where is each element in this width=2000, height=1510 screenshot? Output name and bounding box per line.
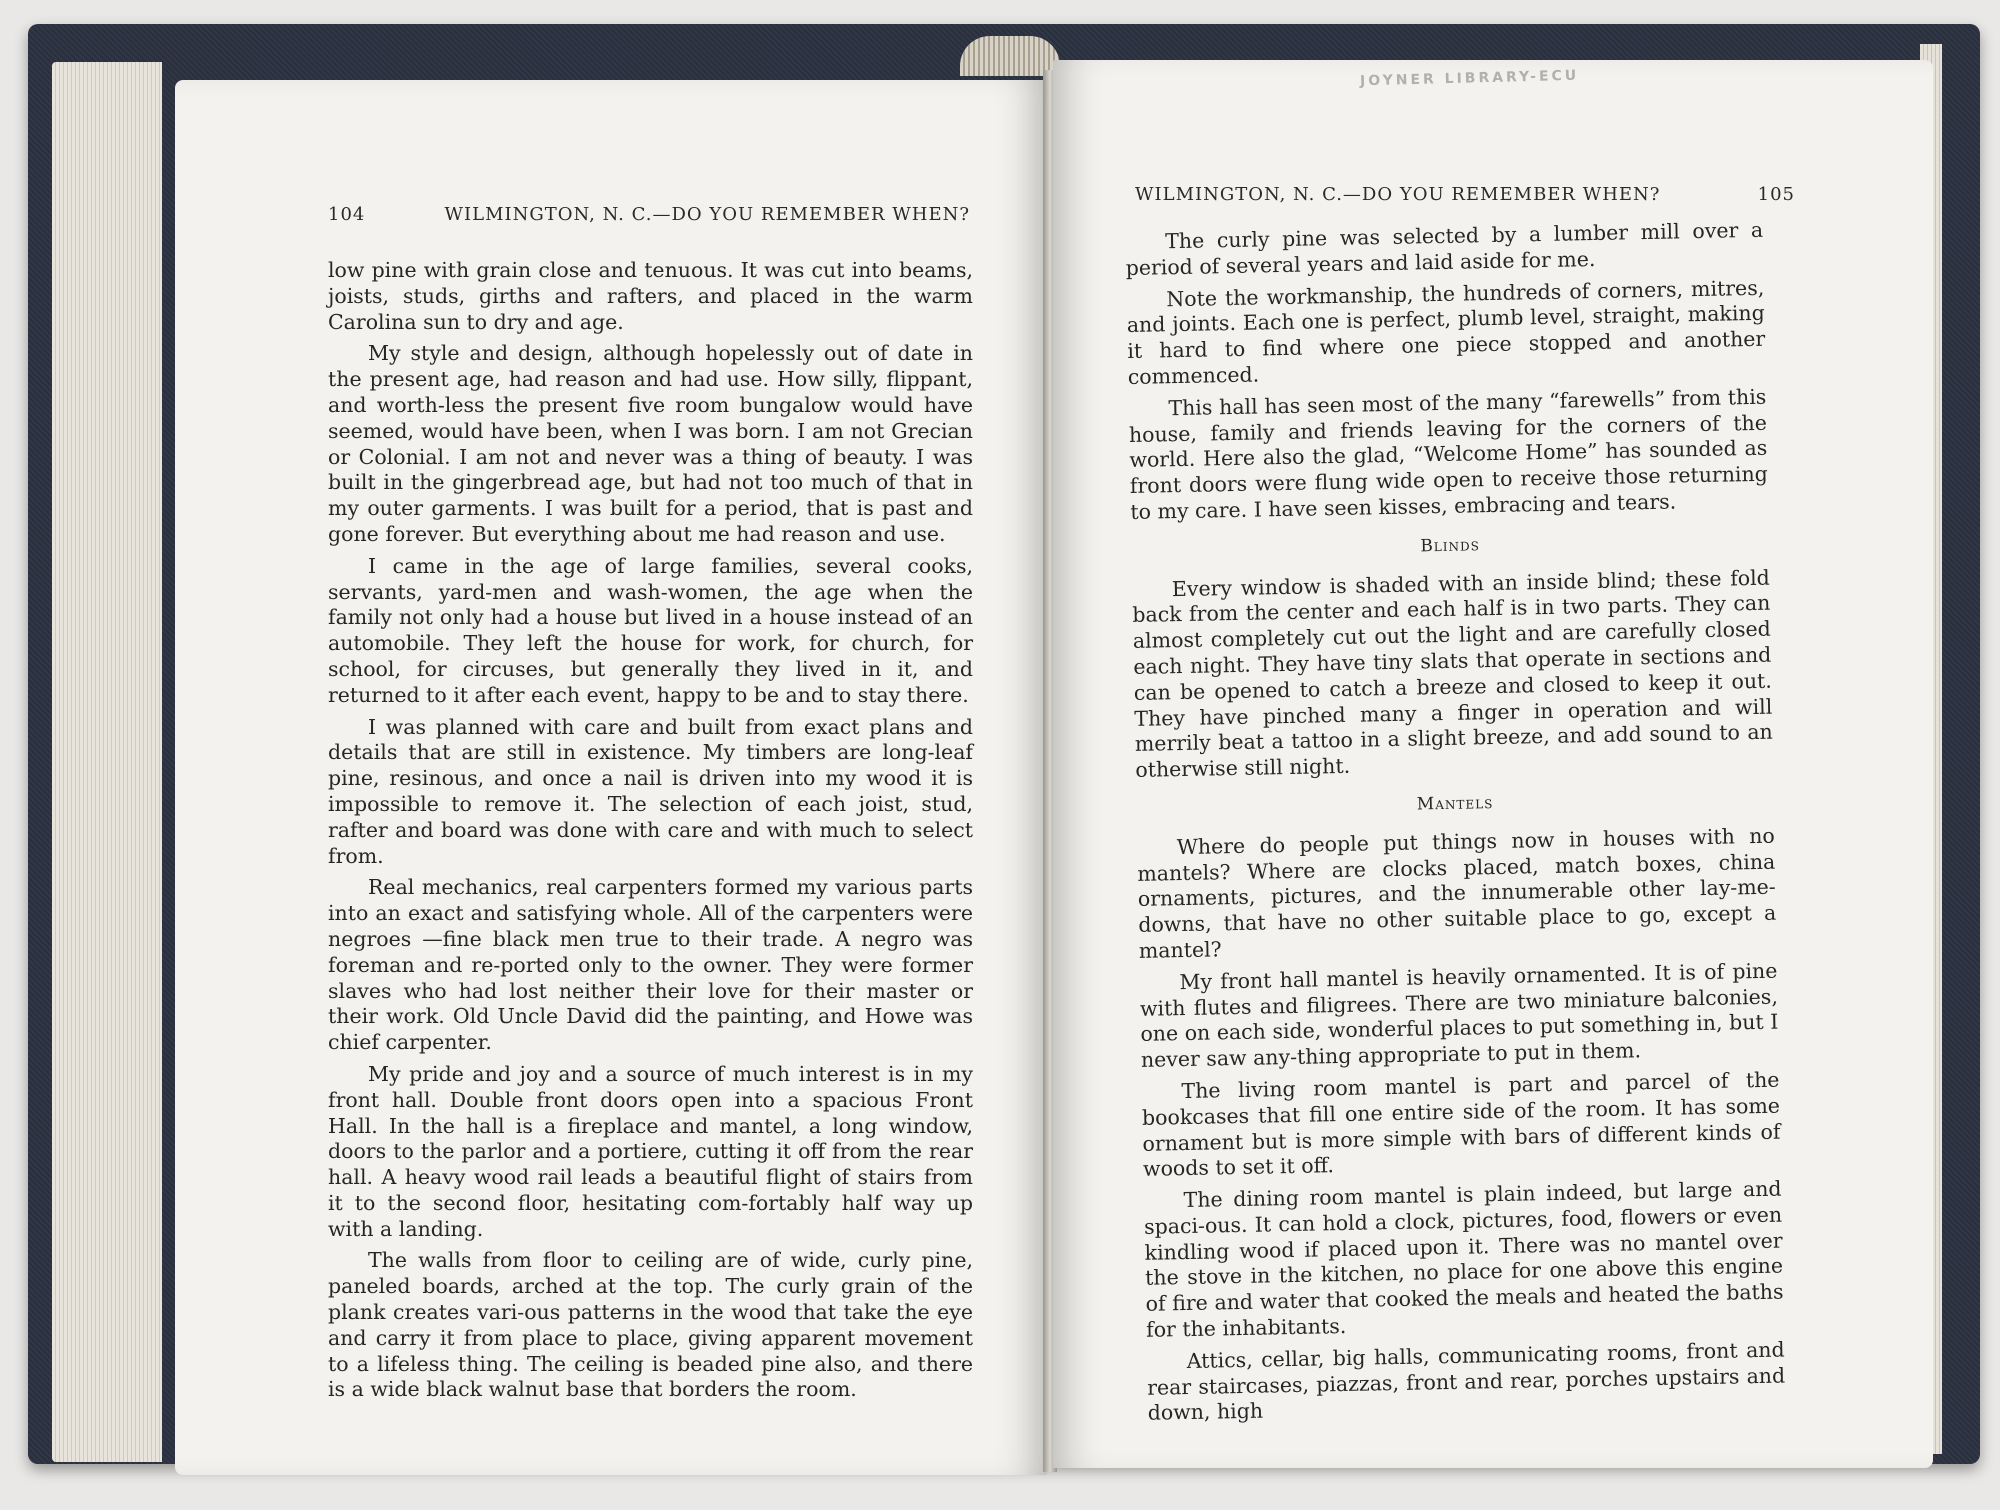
section-heading-blinds: Blinds bbox=[1420, 535, 1481, 557]
paragraph: My style and design, although hopelessly out of date in the present age, had reason and had use. How silly, flippant, and worth-less the present five room bungalow would have seemed, would have been, when I was born. I am not Grecian or Colonial. I am not and never was a thing of beauty. I was built in the gingerbread age, but had not too much of that in my outer garments. I was built for a period, that is past and gone forever. But everything about me had reason and use. bbox=[328, 341, 973, 546]
paragraph: Where do people put things now in houses with no mantels? Where are clocks placed, match boxes, china ornaments, pictures, and the innumerable other lay-me-downs, that have no other suitable place to go, except a mantel? bbox=[1137, 823, 1777, 963]
paragraph: I came in the age of large families, several cooks, servants, yard-men and wash-women, the age when the family not only had a house but lived in a house instead of an automobile. They left the house for work, for church, for school, for circuses, but generally they lived in it, and returned to it after each event, happy to be and to stay there. bbox=[328, 553, 973, 707]
right-page bbox=[1053, 60, 1933, 1468]
page-number: 105 bbox=[1757, 184, 1795, 205]
left-page bbox=[175, 80, 1047, 1475]
paragraph: The dining room mantel is plain indeed, but large and spaci-ous. It can hold a clock, pictures, food, flowers or even kindling wood if placed upon it. There was no mantel over the stove in the kitchen, no place for one above this engine of fire and water that cooked the meals and heated the baths for the inhabitants. bbox=[1143, 1176, 1784, 1342]
paragraph: Attics, cellar, big halls, communicating rooms, front and rear staircases, piazzas, front and rear, porches upstairs and down, high bbox=[1146, 1337, 1786, 1426]
paragraph: The curly pine was selected by a lumber mill over a period of several years and laid aside for me. bbox=[1125, 217, 1764, 280]
paragraph: My front hall mantel is heavily ornamented. It is of pine with flutes and filigrees. There are two miniature balconies, one on each side, wonderful places to put something in, but I never saw any-thing appropriate to put in them. bbox=[1139, 958, 1779, 1072]
paragraph: Note the workmanship, the hundreds of corners, mitres, and joints. Each one is perfect, plumb level, straight, making it hard to find where one piece stopped and another commenced. bbox=[1126, 275, 1766, 389]
paragraph: low pine with grain close and tenuous. It was cut into beams, joists, studs, girths and rafters, and placed in the warm Carolina sun to dry and age. bbox=[328, 258, 973, 334]
paragraph: This hall has seen most of the many “farewells” from this house, family and friends leaving for the corners of the world. Here also the glad, “Welcome Home” has sounded as front doors were flung wide open to receive those returning to my care. I have seen kisses, embracing and tears. bbox=[1128, 384, 1769, 524]
section-heading-mantels: Mantels bbox=[1416, 792, 1494, 815]
right-text-block bbox=[1125, 218, 1786, 1433]
library-stamp: JOYNER LIBRARY-ECU bbox=[1359, 67, 1580, 90]
paragraph: Every window is shaded with an inside blind; these fold back from the center and each half is in two parts. They can almost completely cut out the light and are carefully closed each night. They have tiny slats that operate in sections and can be opened to catch a breeze and closed to keep it out. They have pinched many a finger in operation and will merrily beat a tattoo in a slight breeze, and add sound to an otherwise still night. bbox=[1132, 565, 1773, 783]
running-head-left bbox=[328, 204, 970, 234]
paragraph: Real mechanics, real carpenters formed my various parts into an exact and satisfying whole. All of the carpenters were negroes —fine black men true to their trade. A negro was foreman and re-ported only to the owner. They were former slaves who had lost neither their love for their master or their work. Old Uncle David did the painting, and Howe was chief carpenter. bbox=[328, 875, 973, 1055]
paragraph: My pride and joy and a source of much interest is in my front hall. Double front doors open into a spacious Front Hall. In the hall is a fireplace and mantel, a long window, doors to the parlor and a portiere, cutting it off from the rear hall. A heavy wood rail leads a beautiful flight of stairs from it to the second floor, hesitating com-fortably half way up with a landing. bbox=[328, 1061, 973, 1241]
page-number: 104 bbox=[328, 204, 366, 225]
running-head-title: WILMINGTON, N. C.—DO YOU REMEMBER WHEN? bbox=[444, 204, 970, 225]
paragraph: The walls from floor to ceiling are of wide, curly pine, paneled boards, arched at the top. The curly grain of the plank creates vari-ous patterns in the wood that take the eye and carry it from place to place, giving apparent movement to a lifeless thing. The ceiling is beaded pine also, and there is a wide black walnut base that borders the room. bbox=[328, 1248, 973, 1402]
paragraph: The living room mantel is part and parcel of the bookcases that fill one entire side of the room. It has some ornament but is more simple with bars of different kinds of woods to set it off. bbox=[1141, 1067, 1781, 1182]
left-text-block bbox=[328, 258, 973, 1409]
running-head-right bbox=[1135, 184, 1795, 214]
running-head-title: WILMINGTON, N. C.—DO YOU REMEMBER WHEN? bbox=[1135, 184, 1661, 205]
page-edges-left bbox=[52, 62, 162, 1462]
paragraph: I was planned with care and built from exact plans and details that are still in existence. My timbers are long-leaf pine, resinous, and once a nail is driven into my wood it is impossible to remove it. The selection of each joist, stud, rafter and board was done with care and with much to select from. bbox=[328, 714, 973, 868]
